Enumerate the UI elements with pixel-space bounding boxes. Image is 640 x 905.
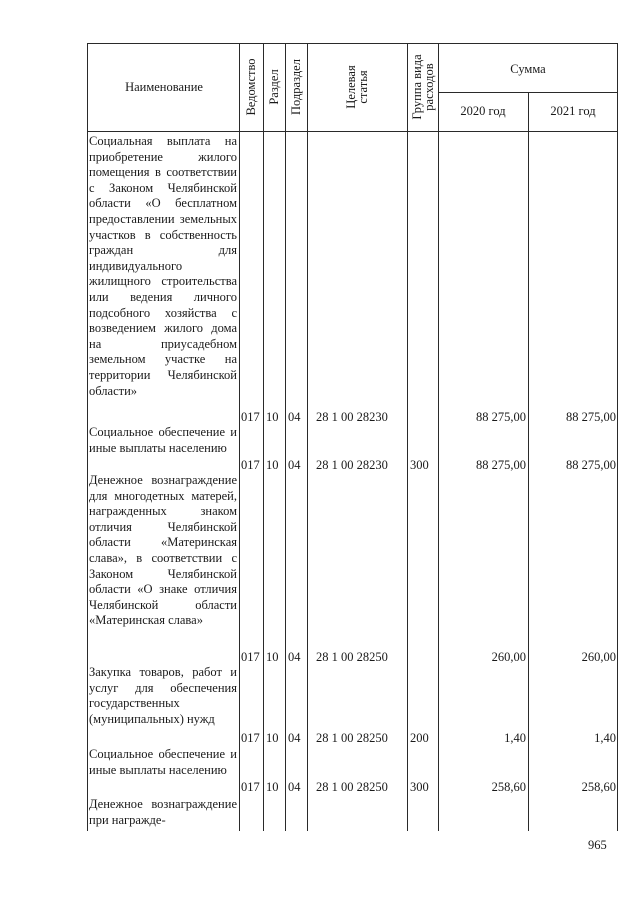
row-4-gruppa: 200 xyxy=(410,731,429,745)
row-5-2021: 258,60 xyxy=(581,780,616,794)
row-1-2020: 88 275,00 xyxy=(476,410,526,424)
column-border-right xyxy=(617,43,618,831)
page-number: 965 xyxy=(588,838,607,852)
row-2-razdel: 10 xyxy=(266,458,279,472)
row-6-name: Денежное вознаграждение при награжде- xyxy=(89,797,237,827)
column-border-gruppa xyxy=(438,43,439,831)
column-border-podrazdel xyxy=(307,43,308,831)
row-1-ved: 017 xyxy=(241,410,260,424)
row-5-tselevaya: 28 1 00 28250 xyxy=(316,780,388,794)
column-border-name xyxy=(239,43,240,831)
row-5-gruppa: 300 xyxy=(410,780,429,794)
row-2-ved: 017 xyxy=(241,458,260,472)
row-5-ved: 017 xyxy=(241,780,260,794)
column-border-tselevaya xyxy=(407,43,408,831)
header-vedomstvo: Ведомство xyxy=(244,58,258,116)
header-name: Наименование xyxy=(125,80,203,94)
column-border-2020 xyxy=(528,92,529,831)
row-2-tselevaya: 28 1 00 28230 xyxy=(316,458,388,472)
header-2021: 2021 год xyxy=(550,104,596,118)
row-3-tselevaya: 28 1 00 28250 xyxy=(316,650,388,664)
row-5-podrazdel: 04 xyxy=(288,780,301,794)
header-2020: 2020 год xyxy=(460,104,506,118)
column-border-left xyxy=(87,43,88,831)
table-top-border xyxy=(87,43,618,44)
row-3-name: Денежное вознаграждение для многодетных матерей, награжденных знаком отличия Челябинской области «Материнская слава», в соответствии с Законом Челябинской области «О знаке отличия Челябинской области «Материнская слава» xyxy=(89,473,237,628)
header-summa: Сумма xyxy=(510,62,546,76)
header-gruppa: Группа вида расходов xyxy=(410,54,436,120)
row-5-razdel: 10 xyxy=(266,780,279,794)
row-4-2021: 1,40 xyxy=(594,731,616,745)
row-2-gruppa: 300 xyxy=(410,458,429,472)
row-1-podrazdel: 04 xyxy=(288,410,301,424)
row-1-razdel: 10 xyxy=(266,410,279,424)
header-razdel: Раздел xyxy=(267,69,281,105)
row-3-podrazdel: 04 xyxy=(288,650,301,664)
row-5-2020: 258,60 xyxy=(491,780,526,794)
row-4-razdel: 10 xyxy=(266,731,279,745)
column-border-razdel xyxy=(285,43,286,831)
row-3-2021: 260,00 xyxy=(581,650,616,664)
column-border-ved xyxy=(263,43,264,831)
row-2-podrazdel: 04 xyxy=(288,458,301,472)
row-2-2020: 88 275,00 xyxy=(476,458,526,472)
header-podrazdel: Подраздел xyxy=(289,59,303,115)
header-tselevaya: Целевая статья xyxy=(344,65,370,109)
row-2-2021: 88 275,00 xyxy=(566,458,616,472)
row-2-name: Социальное обеспечение и иные выплаты населению xyxy=(89,425,237,455)
row-5-name: Социальное обеспечение и иные выплаты населению xyxy=(89,747,237,777)
row-4-2020: 1,40 xyxy=(504,731,526,745)
row-1-name: Социальная выплата на приобретение жилого помещения в соответствии с Законом Челябинской области «О бесплатном предоставлении земельных участков в собственность граждан для индивидуального жилищного строительства или ведения личного подсобного хозяйства с возведением жилого дома на приусадебном земельном участке на территории Челябинской области» xyxy=(89,134,237,398)
row-4-podrazdel: 04 xyxy=(288,731,301,745)
row-3-razdel: 10 xyxy=(266,650,279,664)
row-3-ved: 017 xyxy=(241,650,260,664)
row-4-tselevaya: 28 1 00 28250 xyxy=(316,731,388,745)
row-1-tselevaya: 28 1 00 28230 xyxy=(316,410,388,424)
row-1-2021: 88 275,00 xyxy=(566,410,616,424)
row-3-2020: 260,00 xyxy=(491,650,526,664)
header-bottom-border xyxy=(87,131,618,132)
row-4-ved: 017 xyxy=(241,731,260,745)
row-4-name: Закупка товаров, работ и услуг для обеспечения государственных (муниципальных) нужд xyxy=(89,665,237,726)
